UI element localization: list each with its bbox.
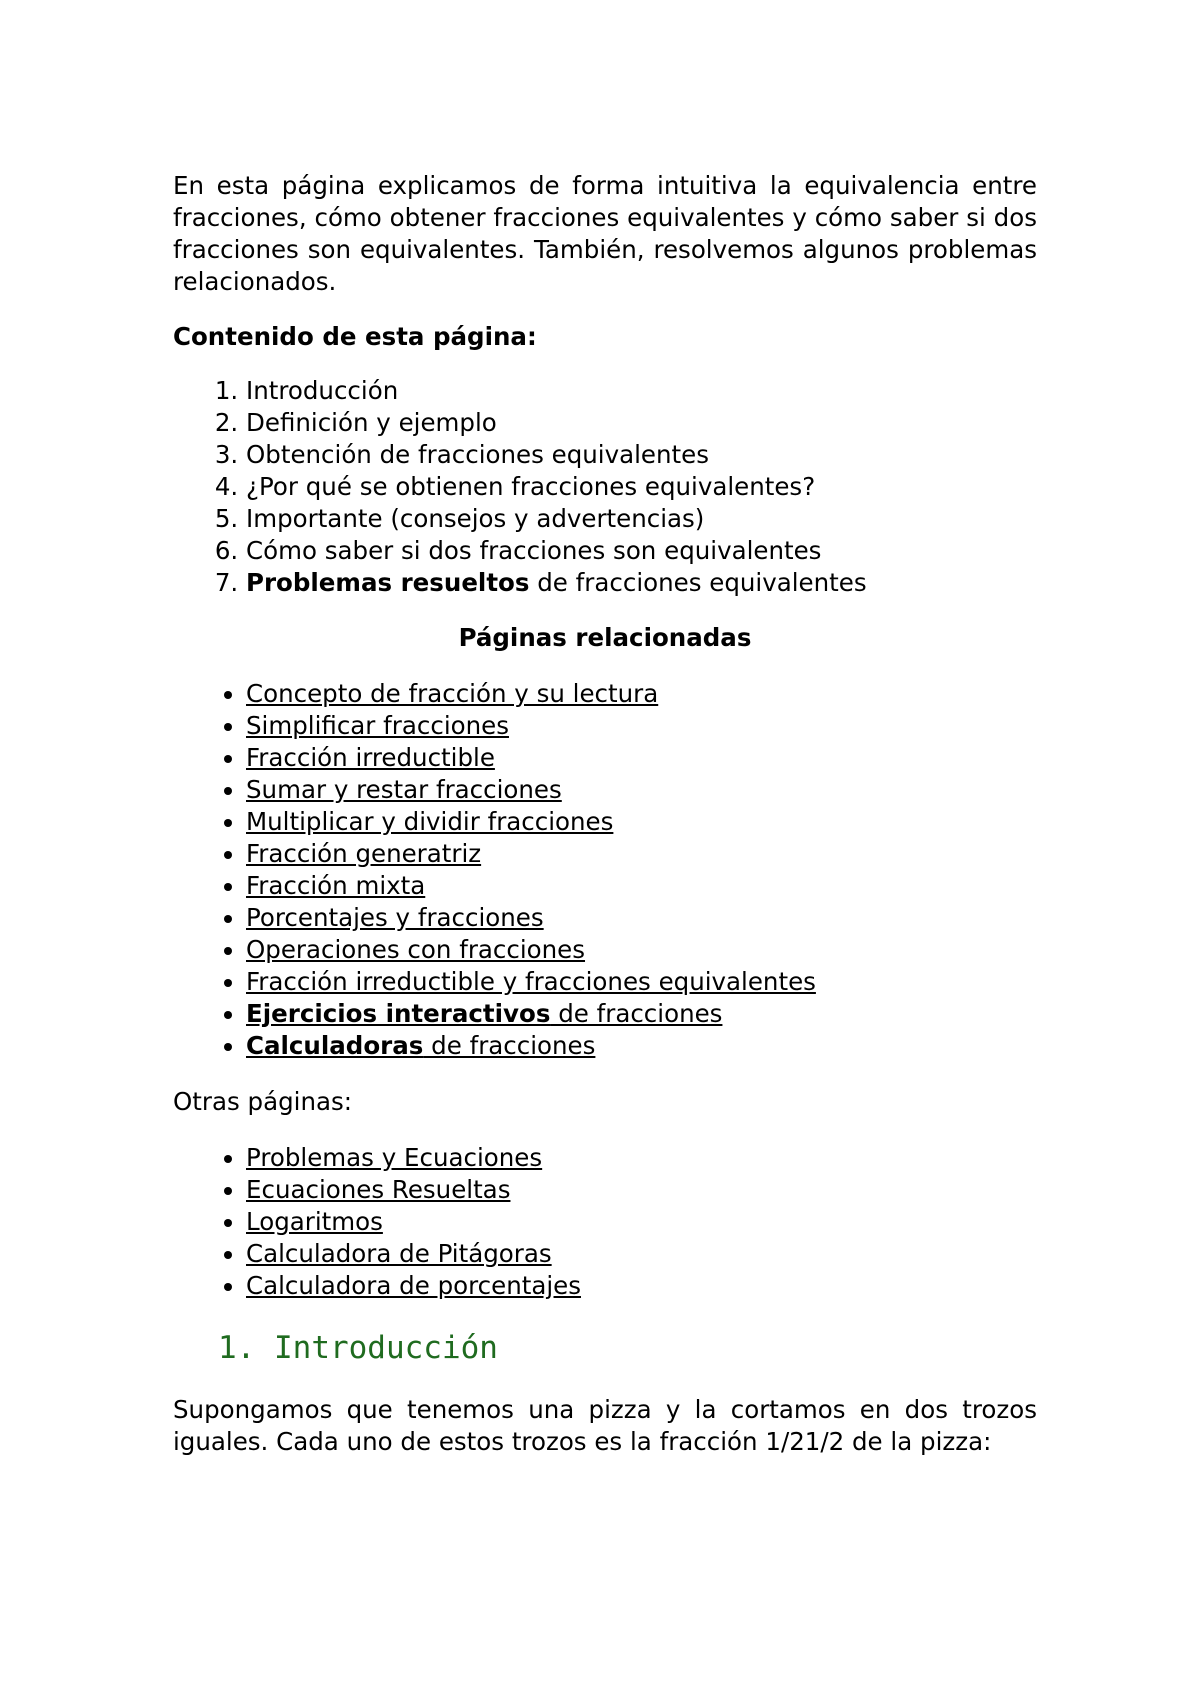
link-text: Sumar y restar fracciones bbox=[246, 775, 562, 804]
list-item bbox=[246, 774, 1037, 806]
contents-item-text: Importante (consejos y advertencias) bbox=[246, 504, 705, 533]
list-item bbox=[246, 678, 1037, 710]
contents-item-text: ¿Por qué se obtienen fracciones equivalentes? bbox=[246, 472, 816, 501]
list-item bbox=[246, 998, 1037, 1030]
related-link[interactable] bbox=[246, 871, 425, 900]
related-link[interactable] bbox=[246, 903, 544, 932]
contents-item-text: Introducción bbox=[246, 376, 399, 405]
other-pages-heading: Otras páginas: bbox=[173, 1087, 353, 1116]
contents-item[interactable] bbox=[246, 567, 1037, 599]
list-item bbox=[246, 934, 1037, 966]
contents-item[interactable] bbox=[246, 407, 1037, 439]
list-item bbox=[246, 710, 1037, 742]
related-link[interactable] bbox=[246, 935, 585, 964]
link-text: Fracción generatriz bbox=[246, 839, 482, 868]
list-item bbox=[246, 1030, 1037, 1062]
contents-item[interactable] bbox=[246, 439, 1037, 471]
link-text: Calculadora de Pitágoras bbox=[246, 1239, 552, 1268]
related-link[interactable] bbox=[246, 775, 562, 804]
related-link[interactable] bbox=[246, 967, 816, 996]
link-text-bold: Calculadoras bbox=[246, 1031, 424, 1060]
list-item bbox=[246, 806, 1037, 838]
contents-item[interactable] bbox=[246, 503, 1037, 535]
document-page bbox=[173, 170, 1037, 1458]
list-item bbox=[246, 902, 1037, 934]
list-item bbox=[246, 870, 1037, 902]
other-pages-list bbox=[173, 1142, 1037, 1302]
related-link[interactable] bbox=[246, 839, 481, 868]
section-paragraph: Supongamos que tenemos una pizza y la cortamos en dos trozos iguales. Cada uno de estos trozos es la fracción 1/21/2 de la pizza: bbox=[173, 1395, 1037, 1456]
list-item bbox=[246, 1206, 1037, 1238]
link-text: Fracción mixta bbox=[246, 871, 426, 900]
link-text: Simplificar fracciones bbox=[246, 711, 509, 740]
link-text: Operaciones con fracciones bbox=[246, 935, 586, 964]
link-text-bold: Ejercicios interactivos bbox=[246, 999, 551, 1028]
contents-item-text: de fracciones equivalentes bbox=[529, 568, 867, 597]
other-link[interactable] bbox=[246, 1143, 542, 1172]
contents-item[interactable] bbox=[246, 375, 1037, 407]
related-link[interactable] bbox=[246, 711, 509, 740]
related-link[interactable] bbox=[246, 1031, 595, 1060]
contents-list bbox=[173, 375, 1037, 599]
list-item bbox=[246, 1142, 1037, 1174]
contents-item-text: Definición y ejemplo bbox=[246, 408, 497, 437]
related-link[interactable] bbox=[246, 999, 722, 1028]
link-text: Fracción irreductible y fracciones equivalentes bbox=[246, 967, 816, 996]
related-pages-list bbox=[173, 678, 1037, 1062]
contents-item-text: Obtención de fracciones equivalentes bbox=[246, 440, 709, 469]
link-text: Calculadora de porcentajes bbox=[246, 1271, 581, 1300]
list-item bbox=[246, 838, 1037, 870]
intro-paragraph: En esta página explicamos de forma intuitiva la equivalencia entre fracciones, cómo obtener fracciones equivalentes y cómo saber si dos fracciones son equivalentes. También, resolvemos algunos problemas relacionados. bbox=[173, 171, 1037, 296]
list-item bbox=[246, 1238, 1037, 1270]
link-text: Problemas y Ecuaciones bbox=[246, 1143, 543, 1172]
link-text: Logaritmos bbox=[246, 1207, 383, 1236]
list-item bbox=[246, 1270, 1037, 1302]
link-text: Multiplicar y dividir fracciones bbox=[246, 807, 614, 836]
contents-item-bold: Problemas resueltos bbox=[246, 568, 530, 597]
other-link[interactable] bbox=[246, 1271, 581, 1300]
link-text: de fracciones bbox=[423, 1031, 596, 1060]
related-link[interactable] bbox=[246, 807, 613, 836]
related-link[interactable] bbox=[246, 679, 658, 708]
related-pages-heading: Páginas relacionadas bbox=[458, 623, 752, 652]
list-item bbox=[246, 1174, 1037, 1206]
link-text: Ecuaciones Resueltas bbox=[246, 1175, 511, 1204]
link-text: de fracciones bbox=[550, 999, 723, 1028]
other-link[interactable] bbox=[246, 1175, 510, 1204]
contents-heading: Contenido de esta página: bbox=[173, 322, 537, 351]
contents-item[interactable] bbox=[246, 535, 1037, 567]
section-title: 1. Introducción bbox=[218, 1330, 498, 1366]
related-link[interactable] bbox=[246, 743, 495, 772]
contents-item[interactable] bbox=[246, 471, 1037, 503]
link-text: Porcentajes y fracciones bbox=[246, 903, 544, 932]
list-item bbox=[246, 742, 1037, 774]
contents-item-text: Cómo saber si dos fracciones son equivalentes bbox=[246, 536, 822, 565]
link-text: Concepto de fracción y su lectura bbox=[246, 679, 659, 708]
other-link[interactable] bbox=[246, 1207, 383, 1236]
list-item bbox=[246, 966, 1037, 998]
link-text: Fracción irreductible bbox=[246, 743, 495, 772]
other-link[interactable] bbox=[246, 1239, 552, 1268]
